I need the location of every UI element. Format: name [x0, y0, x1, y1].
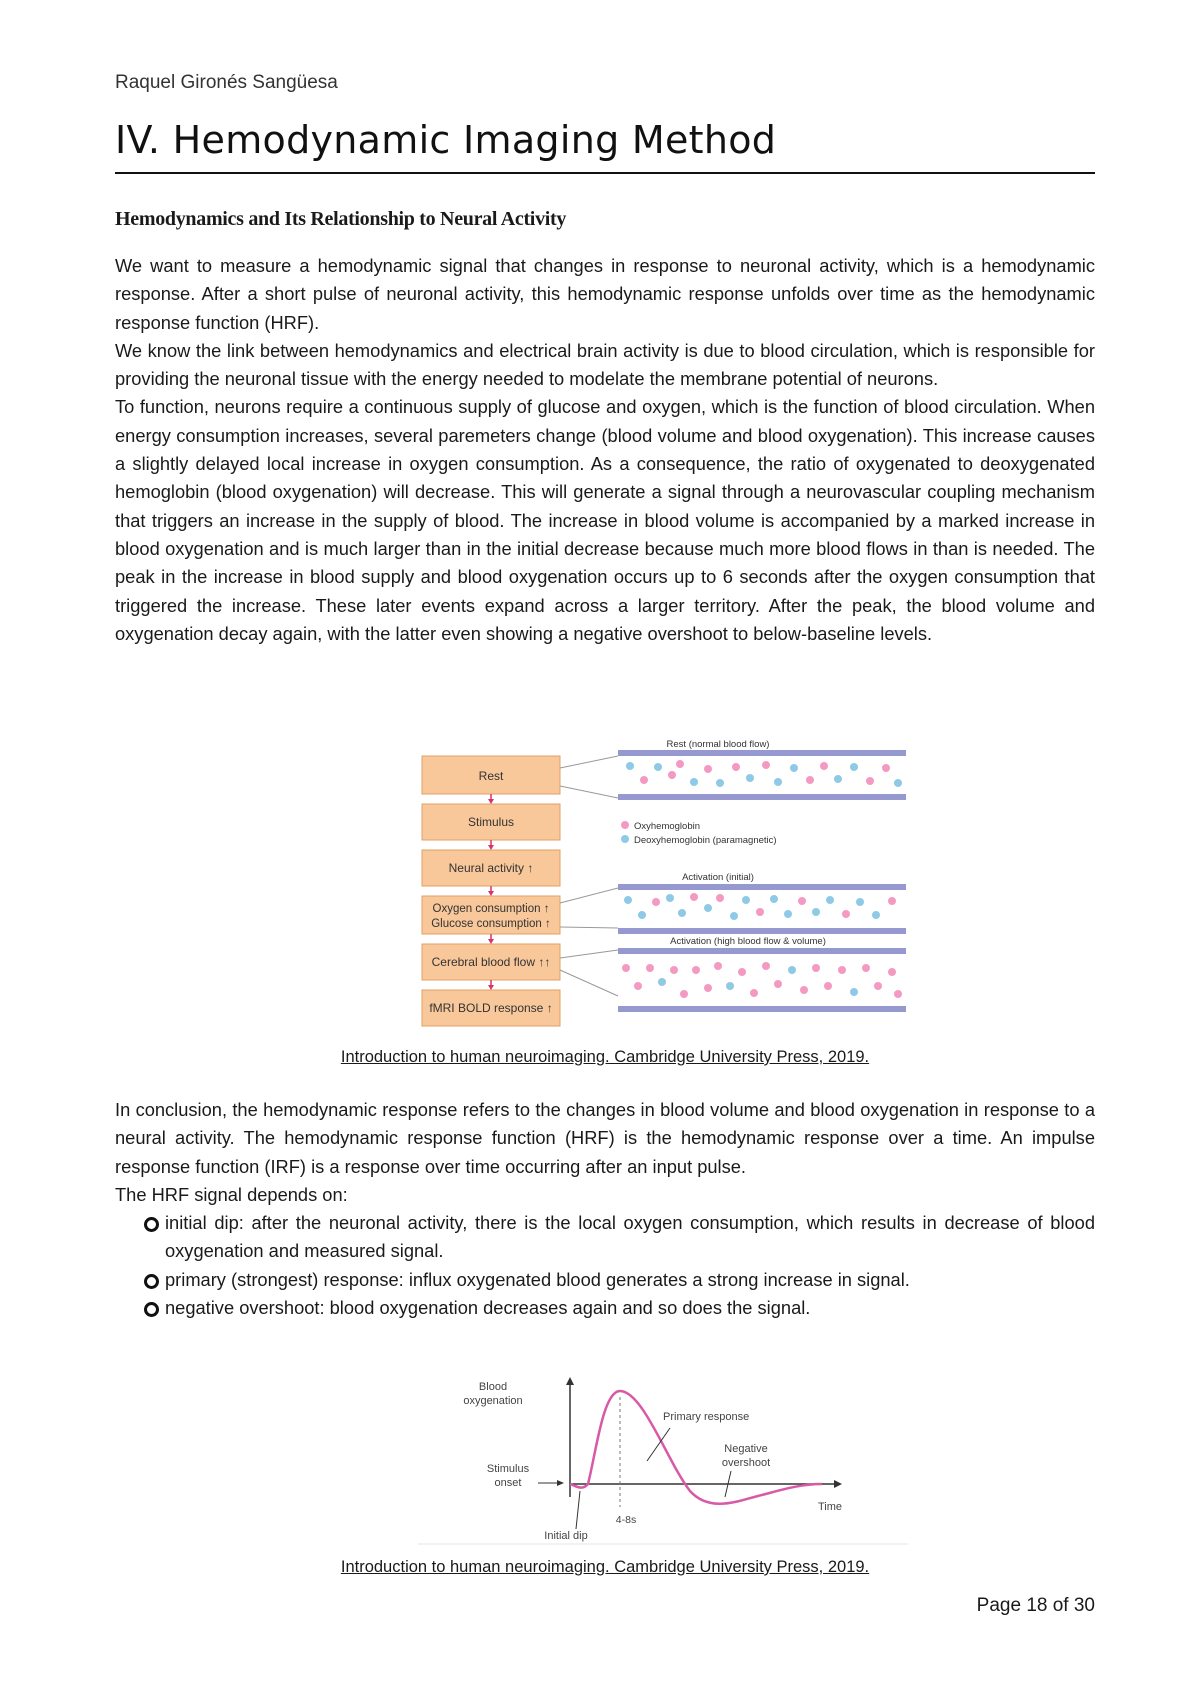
vessel-high-flow [618, 948, 906, 1012]
legend-deoxy: Deoxyhemoglobin (paramagnetic) [634, 835, 777, 846]
bullet-list [115, 1209, 1095, 1322]
page-title: IV. Hemodynamic Imaging Method [115, 118, 1095, 174]
panel-high-label: Activation (high blood flow & volume) [670, 936, 826, 947]
figure-caption: Introduction to human neuroimaging. Cambridge University Press, 2019. [340, 1558, 870, 1576]
figure-caption: Introduction to human neuroimaging. Cambridge University Press, 2019. [340, 1048, 870, 1066]
box-neural-activity: Neural activity ↑ [448, 861, 534, 875]
panel-rest-label: Rest (normal blood flow) [666, 739, 770, 750]
bullet-icon [144, 1217, 159, 1232]
panel-initial-label: Activation (initial) [682, 872, 754, 883]
paragraph: The HRF signal depends on: [115, 1183, 348, 1205]
initial-dip-label: Initial dip [544, 1530, 588, 1542]
legend-oxy: Oxyhemoglobin [634, 821, 701, 832]
section-heading: Hemodynamics and Its Relationship to Neural Activity [115, 208, 567, 230]
intro-text [115, 252, 1095, 648]
box-cerebral-blood-flow: Cerebral blood flow ↑↑ [431, 955, 551, 969]
activation-diagram [418, 738, 908, 1030]
box-rest: Rest [478, 769, 504, 783]
legend [621, 821, 777, 846]
x-axis-arrow [834, 1480, 842, 1488]
paragraph: We know the link between hemodynamics and electrical brain activity is due to blood circulation, which is responsible for providing the neuronal tissue with the energy needed to modelate the membrane potential of neurons. [115, 339, 1095, 390]
y-label-2: oxygenation [463, 1395, 523, 1407]
stimulus-arrow [557, 1480, 564, 1486]
list-item: initial dip: after the neuronal activity, there is the local oxygen consumption, which results in decrease of blood oxygenation and measured signal. [115, 1209, 1095, 1266]
y-label-1: Blood [478, 1381, 508, 1393]
bullet-icon [144, 1302, 159, 1317]
list-item: primary (strongest) response: influx oxygenated blood generates a strong increase in signal. [115, 1266, 1095, 1294]
vessel-rest [618, 750, 906, 800]
author-name: Raquel Gironés Sangüesa [115, 72, 338, 93]
connector-lines [560, 756, 618, 996]
page-number: Page 18 of 30 [976, 1595, 1095, 1616]
list-item: negative overshoot: blood oxygenation decreases again and so does the signal. [115, 1294, 1095, 1322]
negative-label-2: overshoot [721, 1457, 771, 1469]
paragraph: We want to measure a hemodynamic signal that changes in response to neuronal activity, which is a hemodynamic response. After a short pulse of neuronal activity, this hemodynamic response unfolds over time as the hemodynamic response function (HRF). [115, 255, 1095, 333]
stimulus-label-1: Stimulus [486, 1463, 530, 1475]
peak-time-label: 4-8s [615, 1514, 637, 1526]
y-axis-arrow [566, 1377, 574, 1385]
primary-response-label: Primary response [663, 1411, 750, 1423]
box-glucose-consumption: Glucose consumption ↑ [431, 918, 551, 930]
hrf-diagram [418, 1373, 908, 1545]
conclusion-text [115, 1096, 1095, 1322]
stimulus-label-2: onset [494, 1477, 522, 1489]
hrf-curve [570, 1391, 822, 1504]
paragraph: To function, neurons require a continuous supply of glucose and oxygen, which is the function of blood circulation. When energy consumption increases, several paremeters change (blood volume and blood oxygenation). This increase causes a slightly delayed local increase in oxygen consumption. As a consequence, the ratio of oxygenated to deoxygenated hemoglobin (blood oxygenation) will decrease. This will generate a signal through a neurovascular coupling mechanism that triggers an increase in the supply of blood. The increase in blood volume is accompanied by a marked increase in blood oxygenation and is much larger than in the initial decrease because much more blood flows in than is needed. The peak in the increase in blood supply and blood oxygenation occurs up to 6 seconds after the oxygen consumption that triggered the increase. These later events expand across a larger territory. After the peak, the blood volume and oxygenation decay again, with the latter even showing a negative overshoot to below-baseline levels. [115, 396, 1095, 644]
vessel-initial [618, 884, 906, 934]
paragraph: In conclusion, the hemodynamic response refers to the changes in blood volume and blood oxygenation in response to a neural activity. The hemodynamic response function (HRF) is the hemodynamic response over a time. An impulse response function (IRF) is a response over time occurring after an input pulse. [115, 1099, 1095, 1177]
box-stimulus: Stimulus [467, 815, 515, 829]
negative-label-1: Negative [724, 1443, 768, 1455]
bullet-icon [144, 1274, 159, 1289]
box-oxygen-consumption: Oxygen consumption ↑ [432, 903, 550, 915]
box-fmri-bold: fMRI BOLD response ↑ [429, 1001, 553, 1015]
time-label: Time [817, 1501, 843, 1513]
